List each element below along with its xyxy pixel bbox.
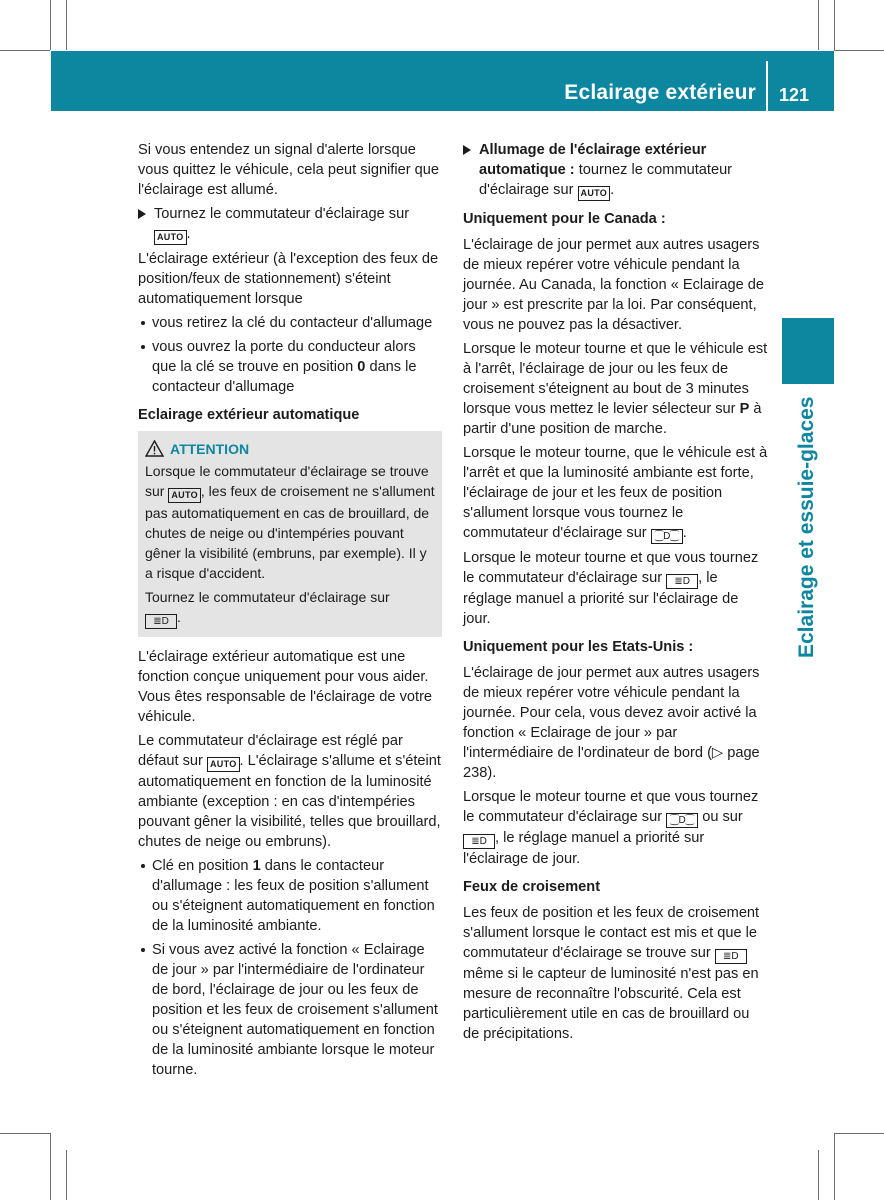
right-column <box>463 140 768 1048</box>
list-item: vous retirez la clé du contacteur d'allumage <box>138 313 442 333</box>
instruction-step: Allumage de l'éclairage extérieur automatique : tournez le commutateur d'éclairage sur AUTO . <box>463 140 768 201</box>
header-divider <box>766 61 768 111</box>
paragraph: Lorsque le moteur tourne et que le véhicule est à l'arrêt, l'éclairage de jour ou les feux de croisement s'éteignent au bout de 3 minutes lorsque vous mettez le levier sélecteur sur P à partir d'une position de marche. <box>463 341 768 437</box>
paragraph: Lorsque le moteur tourne, que le véhicule est à l'arrêt et que la luminosité ambiante est forte, l'éclairage de jour et les feux de position s'allument lorsque vous tournez le commutateur d'éclairage sur ⁐D⁐ . <box>463 445 768 542</box>
paragraph: L'éclairage extérieur automatique est une fonction conçue uniquement pour vous aider. Vous êtes responsable de l'éclairage de votre véhicule. <box>138 649 433 725</box>
parking-light-icon: ⁐D⁐ <box>651 529 683 544</box>
section-heading: Eclairage extérieur automatique <box>138 407 360 423</box>
crop-mark <box>834 1133 835 1200</box>
section-heading: Feux de croisement <box>463 879 601 895</box>
list-item: Clé en position 1 dans le contacteur d'allumage : les feux de position s'allument ou s'éteignent automatiquement en fonction de la luminosité ambiante. <box>138 856 442 936</box>
warning-box <box>138 431 442 637</box>
bullet-icon <box>141 321 145 325</box>
auto-switch-icon: AUTO <box>168 488 201 503</box>
instruction-step: Tournez le commutateur d'éclairage sur AUTO . <box>138 204 442 245</box>
paragraph: Le commutateur d'éclairage est réglé par défaut sur AUTO . L'éclairage s'allume et s'éteint automatiquement en fonction de la luminosité ambiante (exception : en cas d'intempéries pouvant gêner la visibilité, telles que brouillard, chutes de neige ou embruns). <box>138 733 441 850</box>
crop-mark <box>50 0 51 50</box>
warning-title: ATTENTION <box>145 439 435 459</box>
paragraph: Lorsque le moteur tourne et que vous tournez le commutateur d'éclairage sur ⁐D⁐ ou sur ≣D , le réglage manuel a priorité sur l'éclairage de jour. <box>463 789 759 867</box>
crop-mark <box>0 50 50 51</box>
crop-mark <box>50 1133 51 1200</box>
crop-mark <box>834 50 884 51</box>
chapter-tab <box>782 318 834 384</box>
paragraph: Lorsque le moteur tourne et que vous tournez le commutateur d'éclairage sur ≣D , le réglage manuel a priorité sur l'éclairage de jour. <box>463 550 759 627</box>
auto-switch-icon: AUTO <box>207 757 240 772</box>
warning-triangle-icon <box>145 440 164 457</box>
left-column <box>138 140 442 1084</box>
warning-text: Tournez le commutateur d'éclairage sur ≣D . <box>145 589 390 627</box>
bullet-icon <box>141 948 145 952</box>
parking-light-icon: ⁐D⁐ <box>666 813 698 828</box>
crop-mark <box>66 1150 67 1200</box>
bullet-icon <box>141 345 145 349</box>
crop-mark <box>66 0 67 50</box>
page-title: Eclairage extérieur <box>564 81 756 104</box>
auto-switch-icon: AUTO <box>154 230 187 245</box>
dipped-beam-icon: ≣D <box>145 614 177 629</box>
crop-mark <box>818 0 819 50</box>
warning-text: Lorsque le commutateur d'éclairage se trouve sur AUTO , les feux de croisement ne s'allument pas automatiquement en cas de brouillard, de chutes de neige ou d'intempéries pouvant gêner la visibilité (embruns, par exemple). Il y a risque d'accident. <box>145 463 435 581</box>
bullet-icon <box>141 864 145 868</box>
step-arrow-icon <box>463 145 471 155</box>
crop-mark <box>834 1133 884 1134</box>
crop-mark <box>834 0 835 50</box>
chapter-label: Eclairage et essuie-glaces <box>795 396 818 658</box>
paragraph: L'éclairage de jour permet aux autres usagers de mieux repérer votre véhicule pendant la journée. Pour cela, vous devez avoir activé la fonction « Eclairage de jour » par l'intermédiaire de l'ordinateur de bord (▷ page 238). <box>463 665 760 781</box>
dipped-beam-icon: ≣D <box>463 834 495 849</box>
page-number: 121 <box>779 85 810 105</box>
paragraph: Si vous entendez un signal d'alerte lorsque vous quittez le véhicule, cela peut signifier que l'éclairage est allumé. <box>138 142 439 198</box>
crop-mark <box>0 1133 50 1134</box>
paragraph: Les feux de position et les feux de croisement s'allument lorsque le contact est mis et que le commutateur d'éclairage se trouve sur ≣D même si le capteur de luminosité n'est pas en mesure de reconnaître l'obscurité. Cela est particulièrement utile en cas de brouillard ou de précipitations. <box>463 905 760 1042</box>
section-heading: Uniquement pour le Canada : <box>463 211 666 227</box>
crop-mark <box>818 1150 819 1200</box>
dipped-beam-icon: ≣D <box>715 949 747 964</box>
paragraph: L'éclairage de jour permet aux autres usagers de mieux repérer votre véhicule pendant la journée. Au Canada, la fonction « Eclairage de jour » est prescrite par la loi. Par conséquent, vous ne pouvez pas la désactiver. <box>463 237 765 333</box>
auto-switch-icon: AUTO <box>578 186 611 201</box>
page-header <box>51 51 834 111</box>
dipped-beam-icon: ≣D <box>666 574 698 589</box>
paragraph: L'éclairage extérieur (à l'exception des feux de position/feux de stationnement) s'éteint automatiquement lorsque <box>138 251 439 307</box>
list-item: vous ouvrez la porte du conducteur alors que la clé se trouve en position 0 dans le contacteur d'allumage <box>138 337 442 397</box>
step-arrow-icon <box>138 209 146 219</box>
list-item: Si vous avez activé la fonction « Eclairage de jour » par l'intermédiaire de l'ordinateur de bord, l'éclairage de jour ou les feux de position et les feux de croisement s'allument ou s'éteignent automatiquement en fonction de la luminosité ambiante lorsque le moteur tourne. <box>138 940 442 1080</box>
section-heading: Uniquement pour les Etats-Unis : <box>463 639 694 655</box>
